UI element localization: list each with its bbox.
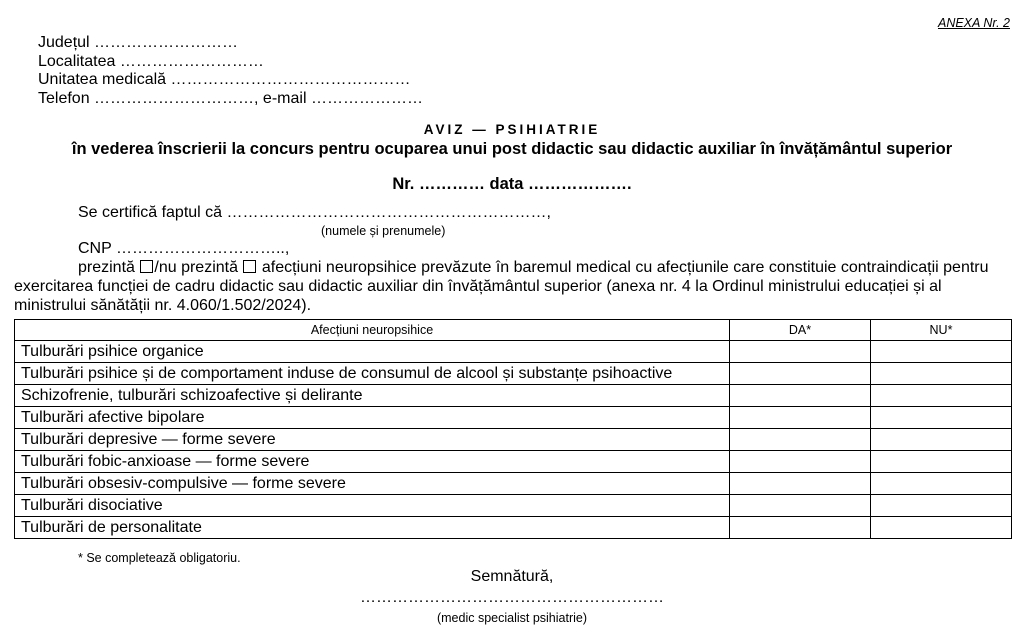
nu-cell[interactable] xyxy=(871,495,1012,517)
signature-caption: (medic specialist psihiatrie) xyxy=(436,611,588,625)
certify-line: Se certifică faptul că ……………………………………………………, xyxy=(78,204,551,221)
condition-cell: Tulburări fobic-anxioase — forme severe xyxy=(15,451,730,473)
phone-email-field: Telefon …………………………, e-mail ………………… xyxy=(38,90,423,107)
condition-cell: Tulburări afective bipolare xyxy=(15,407,730,429)
header-nu: NU* xyxy=(871,320,1012,341)
document-title: AVIZ — PSIHIATRIE xyxy=(423,122,601,137)
conditions-table xyxy=(14,319,1012,539)
cnp-line: CNP ………………………….., xyxy=(78,240,290,257)
nu-cell[interactable] xyxy=(871,429,1012,451)
document-subtitle: în vederea înscrierii la concurs pentru ocuparea unui post didactic sau didactic auxiliar în învățământul superior xyxy=(71,140,953,158)
nu-cell[interactable] xyxy=(871,451,1012,473)
not-presents-checkbox[interactable] xyxy=(243,260,256,273)
da-cell[interactable] xyxy=(730,517,871,539)
table-row xyxy=(15,429,1012,451)
da-cell[interactable] xyxy=(730,385,871,407)
table-row xyxy=(15,385,1012,407)
da-cell[interactable] xyxy=(730,473,871,495)
condition-cell: Tulburări psihice și de comportament induse de consumul de alcool și substanțe psihoactive xyxy=(15,363,730,385)
nu-cell[interactable] xyxy=(871,341,1012,363)
da-cell[interactable] xyxy=(730,451,871,473)
not-presents-label: /nu prezintă xyxy=(154,259,238,276)
nu-cell[interactable] xyxy=(871,473,1012,495)
paragraph-text: afecțiuni neuropsihice prevăzute în baremul medical cu afecțiunile care constituie contraindicații pentru exercitarea funcției de cadru didactic sau didactic auxiliar din învățământul superior (anexa nr. 4 la Ordinul ministrului educației și al ministrului sănătății nr. 4.060/1.502/2024). xyxy=(14,259,989,314)
footnote: * Se completează obligatoriu. xyxy=(78,551,241,565)
condition-cell: Tulburări de personalitate xyxy=(15,517,730,539)
da-cell[interactable] xyxy=(730,407,871,429)
county-field: Județul ……………………… xyxy=(38,34,239,51)
medical-unit-field: Unitatea medicală ……………………………………… xyxy=(38,71,411,88)
condition-cell: Tulburări depresive — forme severe xyxy=(15,429,730,451)
signature-line: ………………………………………………… xyxy=(360,589,664,606)
number-date-line: Nr. ………… data ………………. xyxy=(392,175,632,193)
locality-field: Localitatea ……………………… xyxy=(38,53,264,70)
table-row xyxy=(15,407,1012,429)
annex-label: ANEXA Nr. 2 xyxy=(937,16,1010,30)
declaration-paragraph xyxy=(14,258,1014,315)
condition-cell: Tulburări psihice organice xyxy=(15,341,730,363)
condition-cell: Schizofrenie, tulburări schizoafective și delirante xyxy=(15,385,730,407)
table-row xyxy=(15,517,1012,539)
da-cell[interactable] xyxy=(730,341,871,363)
presents-checkbox[interactable] xyxy=(140,260,153,273)
nu-cell[interactable] xyxy=(871,407,1012,429)
header-conditions: Afecțiuni neuropsihice xyxy=(15,320,730,341)
nu-cell[interactable] xyxy=(871,385,1012,407)
header-da: DA* xyxy=(730,320,871,341)
nu-cell[interactable] xyxy=(871,517,1012,539)
table-row xyxy=(15,363,1012,385)
da-cell[interactable] xyxy=(730,363,871,385)
table-header-row xyxy=(15,320,1012,341)
table-row xyxy=(15,473,1012,495)
table-row xyxy=(15,341,1012,363)
name-caption: (numele și prenumele) xyxy=(321,224,446,238)
presents-label: prezintă xyxy=(78,259,135,276)
da-cell[interactable] xyxy=(730,429,871,451)
table-row xyxy=(15,495,1012,517)
condition-cell: Tulburări disociative xyxy=(15,495,730,517)
table-row xyxy=(15,451,1012,473)
nu-cell[interactable] xyxy=(871,363,1012,385)
da-cell[interactable] xyxy=(730,495,871,517)
condition-cell: Tulburări obsesiv-compulsive — forme severe xyxy=(15,473,730,495)
signature-label: Semnătură, xyxy=(470,568,554,585)
